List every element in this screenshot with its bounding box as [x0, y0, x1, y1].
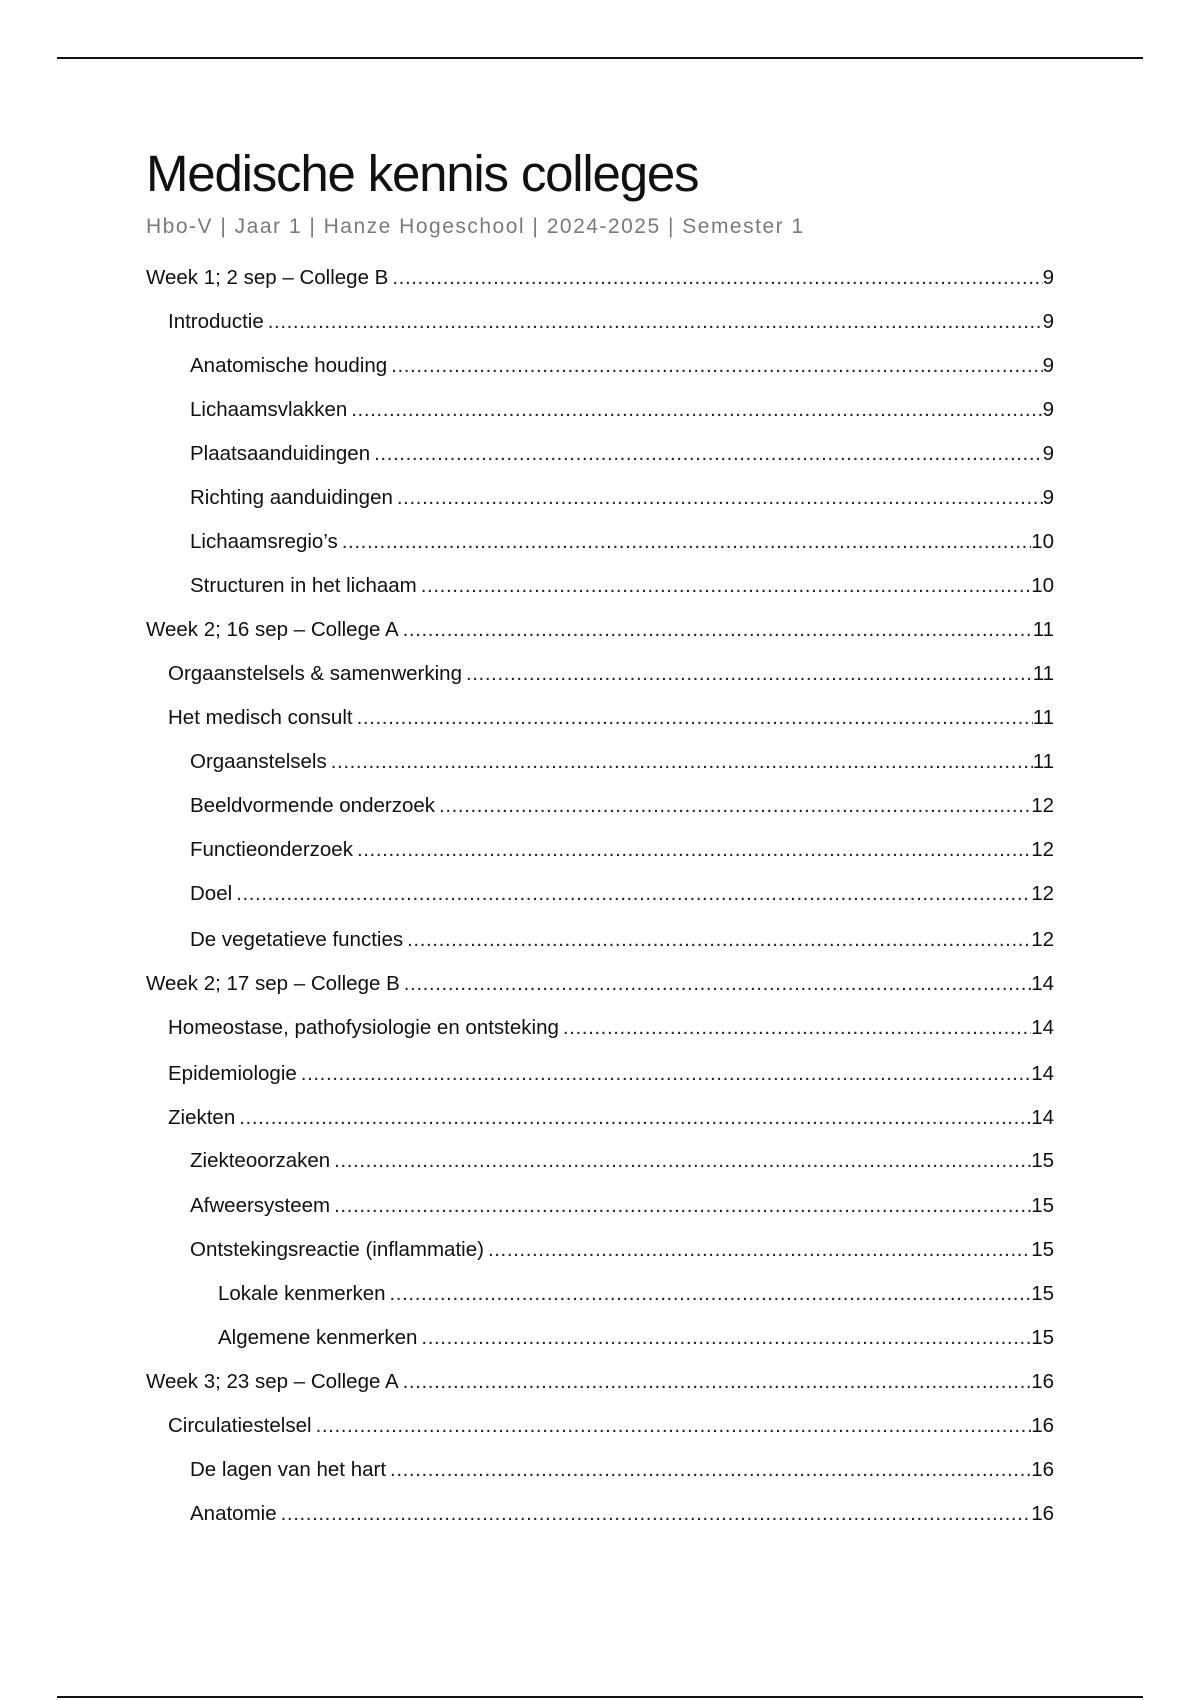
- toc-dot-leader: [312, 1414, 1032, 1438]
- toc-entry[interactable]: [146, 614, 1054, 642]
- toc-entry[interactable]: [168, 658, 1054, 686]
- toc-dot-leader: [388, 266, 1042, 290]
- toc-entry[interactable]: [168, 306, 1054, 334]
- toc-page-number: 12: [1031, 882, 1054, 905]
- toc-dot-leader: [297, 1062, 1031, 1086]
- toc-page-number: 15: [1031, 1149, 1054, 1172]
- toc-page-number: 14: [1031, 1062, 1054, 1085]
- toc-entry[interactable]: [190, 1498, 1054, 1526]
- toc-entry-title: Het medisch consult: [168, 706, 353, 729]
- toc-entry[interactable]: [190, 924, 1054, 952]
- toc-entry-title: Week 1; 2 sep – College B: [146, 266, 389, 289]
- toc-dot-leader: [435, 794, 1031, 818]
- toc-entry-title: Ziekten: [168, 1106, 236, 1129]
- toc-page-number: 12: [1031, 794, 1054, 817]
- toc-dot-leader: [330, 1194, 1031, 1218]
- toc-page-number: 15: [1031, 1194, 1054, 1217]
- toc-entry-title: Homeostase, pathofysiologie en ontsteking: [168, 1016, 559, 1039]
- toc-page-number: 11: [1032, 618, 1054, 641]
- toc-page-number: 12: [1031, 838, 1054, 861]
- toc-dot-leader: [386, 1282, 1032, 1306]
- toc-page-number: 15: [1031, 1282, 1054, 1305]
- toc-entry-title: Lichaamsvlakken: [190, 398, 348, 421]
- toc-entry[interactable]: [190, 526, 1054, 554]
- toc-dot-leader: [277, 1502, 1032, 1526]
- toc-entry-title: Anatomie: [190, 1502, 277, 1525]
- toc-entry-title: Afweersysteem: [190, 1194, 331, 1217]
- toc-dot-leader: [399, 618, 1033, 642]
- toc-page-number: 16: [1031, 1414, 1054, 1437]
- toc-entry-title: De vegetatieve functies: [190, 928, 404, 951]
- toc-entry[interactable]: [190, 1145, 1054, 1173]
- toc-dot-leader: [338, 530, 1031, 554]
- toc-entry-title: Beeldvormende onderzoek: [190, 794, 436, 817]
- toc-dot-leader: [353, 838, 1031, 862]
- toc-dot-leader: [417, 1326, 1031, 1350]
- toc-entry[interactable]: [190, 1234, 1054, 1262]
- toc-page-number: 16: [1031, 1502, 1054, 1525]
- toc-dot-leader: [264, 310, 1043, 334]
- toc-entry-title: Functieonderzoek: [190, 838, 353, 861]
- document-subtitle: Hbo-V | Jaar 1 | Hanze Hogeschool | 2024-2025 | Semester 1: [146, 215, 805, 238]
- toc-entry-title: De lagen van het hart: [190, 1458, 387, 1481]
- toc-dot-leader: [327, 750, 1033, 774]
- toc-page-number: 10: [1031, 530, 1054, 553]
- toc-page-number: 11: [1032, 706, 1054, 729]
- toc-entry[interactable]: [190, 394, 1054, 422]
- toc-entry[interactable]: [190, 834, 1054, 862]
- toc-page-number: 9: [1042, 442, 1054, 465]
- toc-entry[interactable]: [168, 702, 1054, 730]
- toc-entry-title: Epidemiologie: [168, 1062, 297, 1085]
- toc-page-number: 16: [1031, 1370, 1054, 1393]
- toc-entry-title: Introductie: [168, 310, 264, 333]
- toc-page-number: 14: [1031, 972, 1054, 995]
- toc-entry-title: Orgaanstelsels & samenwerking: [168, 662, 462, 685]
- toc-entry-title: Ziekteoorzaken: [190, 1149, 331, 1172]
- toc-page-number: 14: [1031, 1106, 1054, 1129]
- toc-entry-title: Circulatiestelsel: [168, 1414, 312, 1437]
- toc-dot-leader: [370, 442, 1042, 466]
- toc-entry-title: Plaatsaanduidingen: [190, 442, 371, 465]
- toc-entry-title: Week 2; 17 sep – College B: [146, 972, 400, 995]
- toc-entry[interactable]: [168, 1102, 1054, 1130]
- toc-entry[interactable]: [190, 350, 1054, 378]
- toc-dot-leader: [347, 398, 1042, 422]
- toc-dot-leader: [235, 1106, 1031, 1130]
- toc-entry[interactable]: [168, 1410, 1054, 1438]
- toc-page-number: 15: [1031, 1238, 1054, 1261]
- toc-page-number: 16: [1031, 1458, 1054, 1481]
- toc-dot-leader: [399, 1370, 1032, 1394]
- toc-entry-title: Richting aanduidingen: [190, 486, 393, 509]
- toc-page-number: 12: [1031, 928, 1054, 951]
- toc-dot-leader: [400, 972, 1031, 996]
- toc-entry[interactable]: [146, 968, 1054, 996]
- toc-dot-leader: [330, 1149, 1031, 1173]
- toc-entry[interactable]: [190, 790, 1054, 818]
- toc-dot-leader: [484, 1238, 1031, 1262]
- toc-dot-leader: [353, 706, 1033, 730]
- toc-page-number: 9: [1042, 354, 1054, 377]
- toc-entry-title: Orgaanstelsels: [190, 750, 327, 773]
- footer-rule: [57, 1696, 1143, 1698]
- toc-entry[interactable]: [190, 438, 1054, 466]
- toc-entry-title: Week 3; 23 sep – College A: [146, 1370, 399, 1393]
- toc-entry-title: Lichaamsregio’s: [190, 530, 338, 553]
- toc-entry-title: Doel: [190, 882, 233, 905]
- toc-page-number: 9: [1042, 398, 1054, 421]
- toc-page-number: 11: [1032, 662, 1054, 685]
- toc-entry-title: Ontstekingsreactie (inflammatie): [190, 1238, 484, 1261]
- toc-entry-title: Algemene kenmerken: [218, 1326, 418, 1349]
- toc-dot-leader: [387, 354, 1042, 378]
- toc-entry-title: Anatomische houding: [190, 354, 388, 377]
- toc-entry[interactable]: [168, 1012, 1054, 1040]
- toc-entry[interactable]: [190, 746, 1054, 774]
- toc-entry[interactable]: [146, 262, 1054, 290]
- toc-entry[interactable]: [168, 1058, 1054, 1086]
- toc-dot-leader: [417, 574, 1031, 598]
- toc-page-number: 10: [1031, 574, 1054, 597]
- toc-dot-leader: [393, 486, 1043, 510]
- toc-entry-title: Structuren in het lichaam: [190, 574, 417, 597]
- toc-entry[interactable]: [146, 1366, 1054, 1394]
- toc-entry[interactable]: [218, 1278, 1054, 1306]
- toc-page-number: 14: [1031, 1016, 1054, 1039]
- toc-entry[interactable]: [190, 570, 1054, 598]
- toc-dot-leader: [559, 1016, 1031, 1040]
- toc-entry[interactable]: [190, 482, 1054, 510]
- toc-dot-leader: [386, 1458, 1031, 1482]
- toc-page-number: 11: [1032, 750, 1054, 773]
- toc-page-number: 9: [1042, 310, 1054, 333]
- toc-entry-title: Week 2; 16 sep – College A: [146, 618, 399, 641]
- toc-dot-leader: [403, 928, 1031, 952]
- toc-entry[interactable]: [190, 1454, 1054, 1482]
- toc-page-number: 9: [1042, 486, 1054, 509]
- toc-entry[interactable]: [218, 1322, 1054, 1350]
- toc-dot-leader: [462, 662, 1033, 686]
- toc-page-number: 15: [1031, 1326, 1054, 1349]
- document-title: Medische kennis colleges: [146, 145, 699, 202]
- toc-entry[interactable]: [190, 1190, 1054, 1218]
- toc-entry[interactable]: [190, 878, 1054, 906]
- toc-entry-title: Lokale kenmerken: [218, 1282, 386, 1305]
- toc-page-number: 9: [1042, 266, 1054, 289]
- toc-dot-leader: [232, 882, 1031, 906]
